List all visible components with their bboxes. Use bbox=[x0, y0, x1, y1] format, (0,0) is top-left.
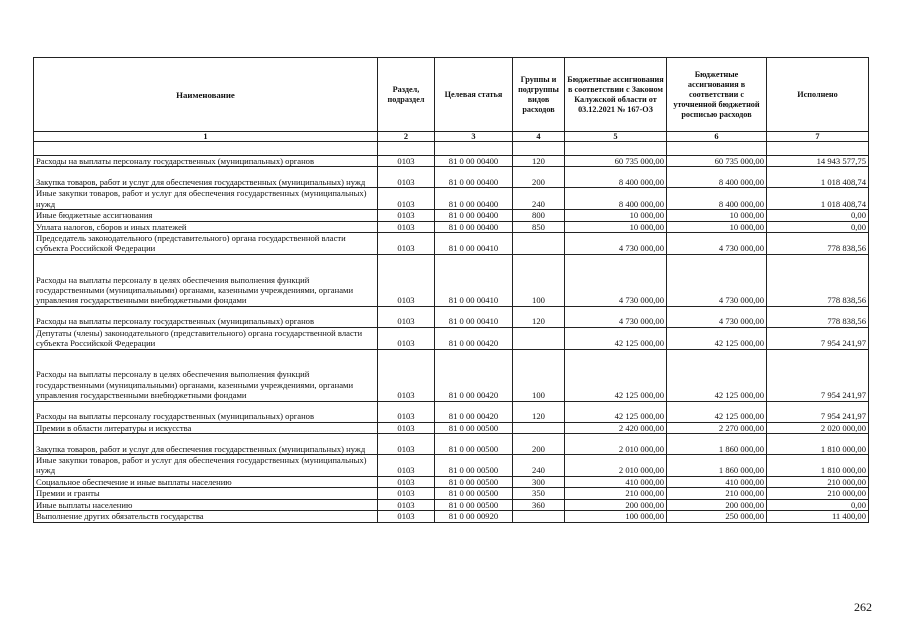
row-executed-amount: 210 000,00 bbox=[767, 476, 869, 487]
row-name: Закупка товаров, работ и услуг для обеспечения государственных (муниципальных) нужд bbox=[34, 167, 378, 188]
row-executed-amount: 0,00 bbox=[767, 499, 869, 510]
row-executed-amount: 1 018 408,74 bbox=[767, 188, 869, 210]
row-executed-amount: 14 943 577,75 bbox=[767, 156, 869, 167]
row-section: 0103 bbox=[378, 167, 435, 188]
row-target: 81 0 00 00500 bbox=[435, 499, 513, 510]
row-refined-amount: 60 735 000,00 bbox=[667, 156, 767, 167]
column-number: 6 bbox=[667, 132, 767, 142]
row-refined-amount: 4 730 000,00 bbox=[667, 254, 767, 306]
row-target: 81 0 00 00500 bbox=[435, 488, 513, 499]
row-refined-amount: 42 125 000,00 bbox=[667, 401, 767, 422]
row-name: Расходы на выплаты персоналу государственных (муниципальных) органов bbox=[34, 306, 378, 327]
table-row bbox=[34, 401, 869, 422]
row-law-amount: 42 125 000,00 bbox=[565, 327, 667, 349]
row-section: 0103 bbox=[378, 306, 435, 327]
table-row bbox=[34, 434, 869, 455]
row-executed-amount: 7 954 241,97 bbox=[767, 349, 869, 401]
row-refined-amount: 1 860 000,00 bbox=[667, 455, 767, 477]
row-refined-amount: 2 270 000,00 bbox=[667, 422, 767, 433]
row-refined-amount: 1 860 000,00 bbox=[667, 434, 767, 455]
row-group: 100 bbox=[513, 254, 565, 306]
row-executed-amount: 1 018 408,74 bbox=[767, 167, 869, 188]
row-executed-amount: 210 000,00 bbox=[767, 488, 869, 499]
row-group bbox=[513, 511, 565, 522]
spacer-row bbox=[34, 142, 869, 156]
table-row bbox=[34, 167, 869, 188]
row-executed-amount: 0,00 bbox=[767, 221, 869, 232]
table-row bbox=[34, 188, 869, 210]
row-law-amount: 210 000,00 bbox=[565, 488, 667, 499]
table-row bbox=[34, 422, 869, 433]
row-name: Уплата налогов, сборов и иных платежей bbox=[34, 221, 378, 232]
header-law-allocations: Бюджетные ассигнования в соответствии с Законом Калужской области от 03.12.2021 № 167-ОЗ bbox=[565, 58, 667, 132]
row-target: 81 0 00 00500 bbox=[435, 455, 513, 477]
row-target: 81 0 00 00410 bbox=[435, 306, 513, 327]
row-law-amount: 4 730 000,00 bbox=[565, 306, 667, 327]
table-row bbox=[34, 221, 869, 232]
column-number: 2 bbox=[378, 132, 435, 142]
row-name: Премии и гранты bbox=[34, 488, 378, 499]
table-row bbox=[34, 349, 869, 401]
header-target: Целевая статья bbox=[435, 58, 513, 132]
row-executed-amount: 778 838,56 bbox=[767, 306, 869, 327]
column-number: 7 bbox=[767, 132, 869, 142]
row-section: 0103 bbox=[378, 499, 435, 510]
row-name: Иные закупки товаров, работ и услуг для обеспечения государственных (муниципальных) нужд bbox=[34, 188, 378, 210]
row-group: 200 bbox=[513, 434, 565, 455]
spacer-cell bbox=[513, 142, 565, 156]
row-refined-amount: 210 000,00 bbox=[667, 488, 767, 499]
row-refined-amount: 42 125 000,00 bbox=[667, 349, 767, 401]
table-row bbox=[34, 511, 869, 522]
row-name: Иные закупки товаров, работ и услуг для обеспечения государственных (муниципальных) нужд bbox=[34, 455, 378, 477]
header-name: Наименование bbox=[34, 58, 378, 132]
row-section: 0103 bbox=[378, 221, 435, 232]
row-executed-amount: 7 954 241,97 bbox=[767, 401, 869, 422]
row-section: 0103 bbox=[378, 488, 435, 499]
row-target: 81 0 00 00500 bbox=[435, 422, 513, 433]
row-law-amount: 2 010 000,00 bbox=[565, 455, 667, 477]
row-section: 0103 bbox=[378, 327, 435, 349]
row-group: 120 bbox=[513, 306, 565, 327]
row-target: 81 0 00 00400 bbox=[435, 167, 513, 188]
table-row bbox=[34, 210, 869, 221]
row-name: Иные выплаты населению bbox=[34, 499, 378, 510]
row-group: 800 bbox=[513, 210, 565, 221]
spacer-cell bbox=[34, 142, 378, 156]
spacer-cell bbox=[565, 142, 667, 156]
row-name: Премии в области литературы и искусства bbox=[34, 422, 378, 433]
row-name: Расходы на выплаты персоналу в целях обеспечения выполнения функций государственными (муниципальными) органами, казенными учреждениями, органами управления государственными внебюджетными фондами bbox=[34, 254, 378, 306]
row-target: 81 0 00 00410 bbox=[435, 254, 513, 306]
row-target: 81 0 00 00920 bbox=[435, 511, 513, 522]
row-law-amount: 8 400 000,00 bbox=[565, 167, 667, 188]
row-name: Депутаты (члены) законодательного (представительного) органа государственной власти субъекта Российской Федерации bbox=[34, 327, 378, 349]
row-group: 350 bbox=[513, 488, 565, 499]
row-group: 200 bbox=[513, 167, 565, 188]
row-section: 0103 bbox=[378, 455, 435, 477]
row-target: 81 0 00 00400 bbox=[435, 221, 513, 232]
row-section: 0103 bbox=[378, 476, 435, 487]
table-row bbox=[34, 233, 869, 255]
table-row bbox=[34, 476, 869, 487]
row-target: 81 0 00 00500 bbox=[435, 434, 513, 455]
row-group: 850 bbox=[513, 221, 565, 232]
row-section: 0103 bbox=[378, 434, 435, 455]
table-header-row bbox=[34, 58, 869, 132]
budget-execution-table bbox=[33, 57, 869, 523]
row-group bbox=[513, 327, 565, 349]
row-executed-amount: 1 810 000,00 bbox=[767, 455, 869, 477]
row-refined-amount: 10 000,00 bbox=[667, 221, 767, 232]
row-section: 0103 bbox=[378, 349, 435, 401]
row-refined-amount: 200 000,00 bbox=[667, 499, 767, 510]
row-law-amount: 410 000,00 bbox=[565, 476, 667, 487]
column-number: 4 bbox=[513, 132, 565, 142]
row-section: 0103 bbox=[378, 210, 435, 221]
row-target: 81 0 00 00420 bbox=[435, 401, 513, 422]
row-target: 81 0 00 00400 bbox=[435, 210, 513, 221]
row-group: 360 bbox=[513, 499, 565, 510]
row-refined-amount: 250 000,00 bbox=[667, 511, 767, 522]
row-group: 100 bbox=[513, 349, 565, 401]
row-name: Выполнение других обязательств государства bbox=[34, 511, 378, 522]
row-law-amount: 100 000,00 bbox=[565, 511, 667, 522]
row-law-amount: 8 400 000,00 bbox=[565, 188, 667, 210]
table-row bbox=[34, 156, 869, 167]
table-row bbox=[34, 306, 869, 327]
row-executed-amount: 778 838,56 bbox=[767, 254, 869, 306]
column-number-row bbox=[34, 132, 869, 142]
row-law-amount: 4 730 000,00 bbox=[565, 233, 667, 255]
row-name: Расходы на выплаты персоналу государственных (муниципальных) органов bbox=[34, 156, 378, 167]
row-group: 240 bbox=[513, 188, 565, 210]
row-group: 240 bbox=[513, 455, 565, 477]
header-executed: Исполнено bbox=[767, 58, 869, 132]
row-refined-amount: 10 000,00 bbox=[667, 210, 767, 221]
row-refined-amount: 8 400 000,00 bbox=[667, 188, 767, 210]
table-row bbox=[34, 327, 869, 349]
row-section: 0103 bbox=[378, 188, 435, 210]
row-group bbox=[513, 422, 565, 433]
row-executed-amount: 1 810 000,00 bbox=[767, 434, 869, 455]
row-refined-amount: 4 730 000,00 bbox=[667, 233, 767, 255]
row-section: 0103 bbox=[378, 156, 435, 167]
spacer-cell bbox=[435, 142, 513, 156]
page-number: 262 bbox=[854, 600, 872, 614]
column-number: 3 bbox=[435, 132, 513, 142]
table-row bbox=[34, 488, 869, 499]
row-refined-amount: 42 125 000,00 bbox=[667, 327, 767, 349]
header-refined-allocations: Бюджетные ассигнования в соответствии с уточненной бюджетной росписью расходов bbox=[667, 58, 767, 132]
row-group: 120 bbox=[513, 401, 565, 422]
row-name: Закупка товаров, работ и услуг для обеспечения государственных (муниципальных) нужд bbox=[34, 434, 378, 455]
row-group: 120 bbox=[513, 156, 565, 167]
row-executed-amount: 7 954 241,97 bbox=[767, 327, 869, 349]
row-refined-amount: 410 000,00 bbox=[667, 476, 767, 487]
column-number: 1 bbox=[34, 132, 378, 142]
row-name: Иные бюджетные ассигнования bbox=[34, 210, 378, 221]
row-target: 81 0 00 00400 bbox=[435, 188, 513, 210]
header-section: Раздел, подраздел bbox=[378, 58, 435, 132]
table-row bbox=[34, 455, 869, 477]
row-law-amount: 200 000,00 bbox=[565, 499, 667, 510]
row-target: 81 0 00 00400 bbox=[435, 156, 513, 167]
row-section: 0103 bbox=[378, 422, 435, 433]
table-row bbox=[34, 254, 869, 306]
row-target: 81 0 00 00420 bbox=[435, 327, 513, 349]
row-section: 0103 bbox=[378, 254, 435, 306]
row-executed-amount: 2 020 000,00 bbox=[767, 422, 869, 433]
row-law-amount: 2 010 000,00 bbox=[565, 434, 667, 455]
row-section: 0103 bbox=[378, 511, 435, 522]
row-executed-amount: 778 838,56 bbox=[767, 233, 869, 255]
row-law-amount: 42 125 000,00 bbox=[565, 349, 667, 401]
row-target: 81 0 00 00500 bbox=[435, 476, 513, 487]
row-group bbox=[513, 233, 565, 255]
row-name: Расходы на выплаты персоналу в целях обеспечения выполнения функций государственными (муниципальными) органами, казенными учреждениями, органами управления государственными внебюджетными фондами bbox=[34, 349, 378, 401]
row-name: Председатель законодательного (представительного) органа государственной власти субъекта Российской Федерации bbox=[34, 233, 378, 255]
row-executed-amount: 11 400,00 bbox=[767, 511, 869, 522]
spacer-cell bbox=[767, 142, 869, 156]
row-law-amount: 10 000,00 bbox=[565, 221, 667, 232]
column-number: 5 bbox=[565, 132, 667, 142]
row-executed-amount: 0,00 bbox=[767, 210, 869, 221]
row-law-amount: 4 730 000,00 bbox=[565, 254, 667, 306]
spacer-cell bbox=[667, 142, 767, 156]
row-target: 81 0 00 00420 bbox=[435, 349, 513, 401]
row-section: 0103 bbox=[378, 233, 435, 255]
row-name: Социальное обеспечение и иные выплаты населению bbox=[34, 476, 378, 487]
row-law-amount: 42 125 000,00 bbox=[565, 401, 667, 422]
table-row bbox=[34, 499, 869, 510]
row-name: Расходы на выплаты персоналу государственных (муниципальных) органов bbox=[34, 401, 378, 422]
row-refined-amount: 4 730 000,00 bbox=[667, 306, 767, 327]
row-section: 0103 bbox=[378, 401, 435, 422]
row-law-amount: 10 000,00 bbox=[565, 210, 667, 221]
row-law-amount: 2 420 000,00 bbox=[565, 422, 667, 433]
row-refined-amount: 8 400 000,00 bbox=[667, 167, 767, 188]
row-target: 81 0 00 00410 bbox=[435, 233, 513, 255]
header-group: Группы и подгруппы видов расходов bbox=[513, 58, 565, 132]
row-group: 300 bbox=[513, 476, 565, 487]
spacer-cell bbox=[378, 142, 435, 156]
row-law-amount: 60 735 000,00 bbox=[565, 156, 667, 167]
